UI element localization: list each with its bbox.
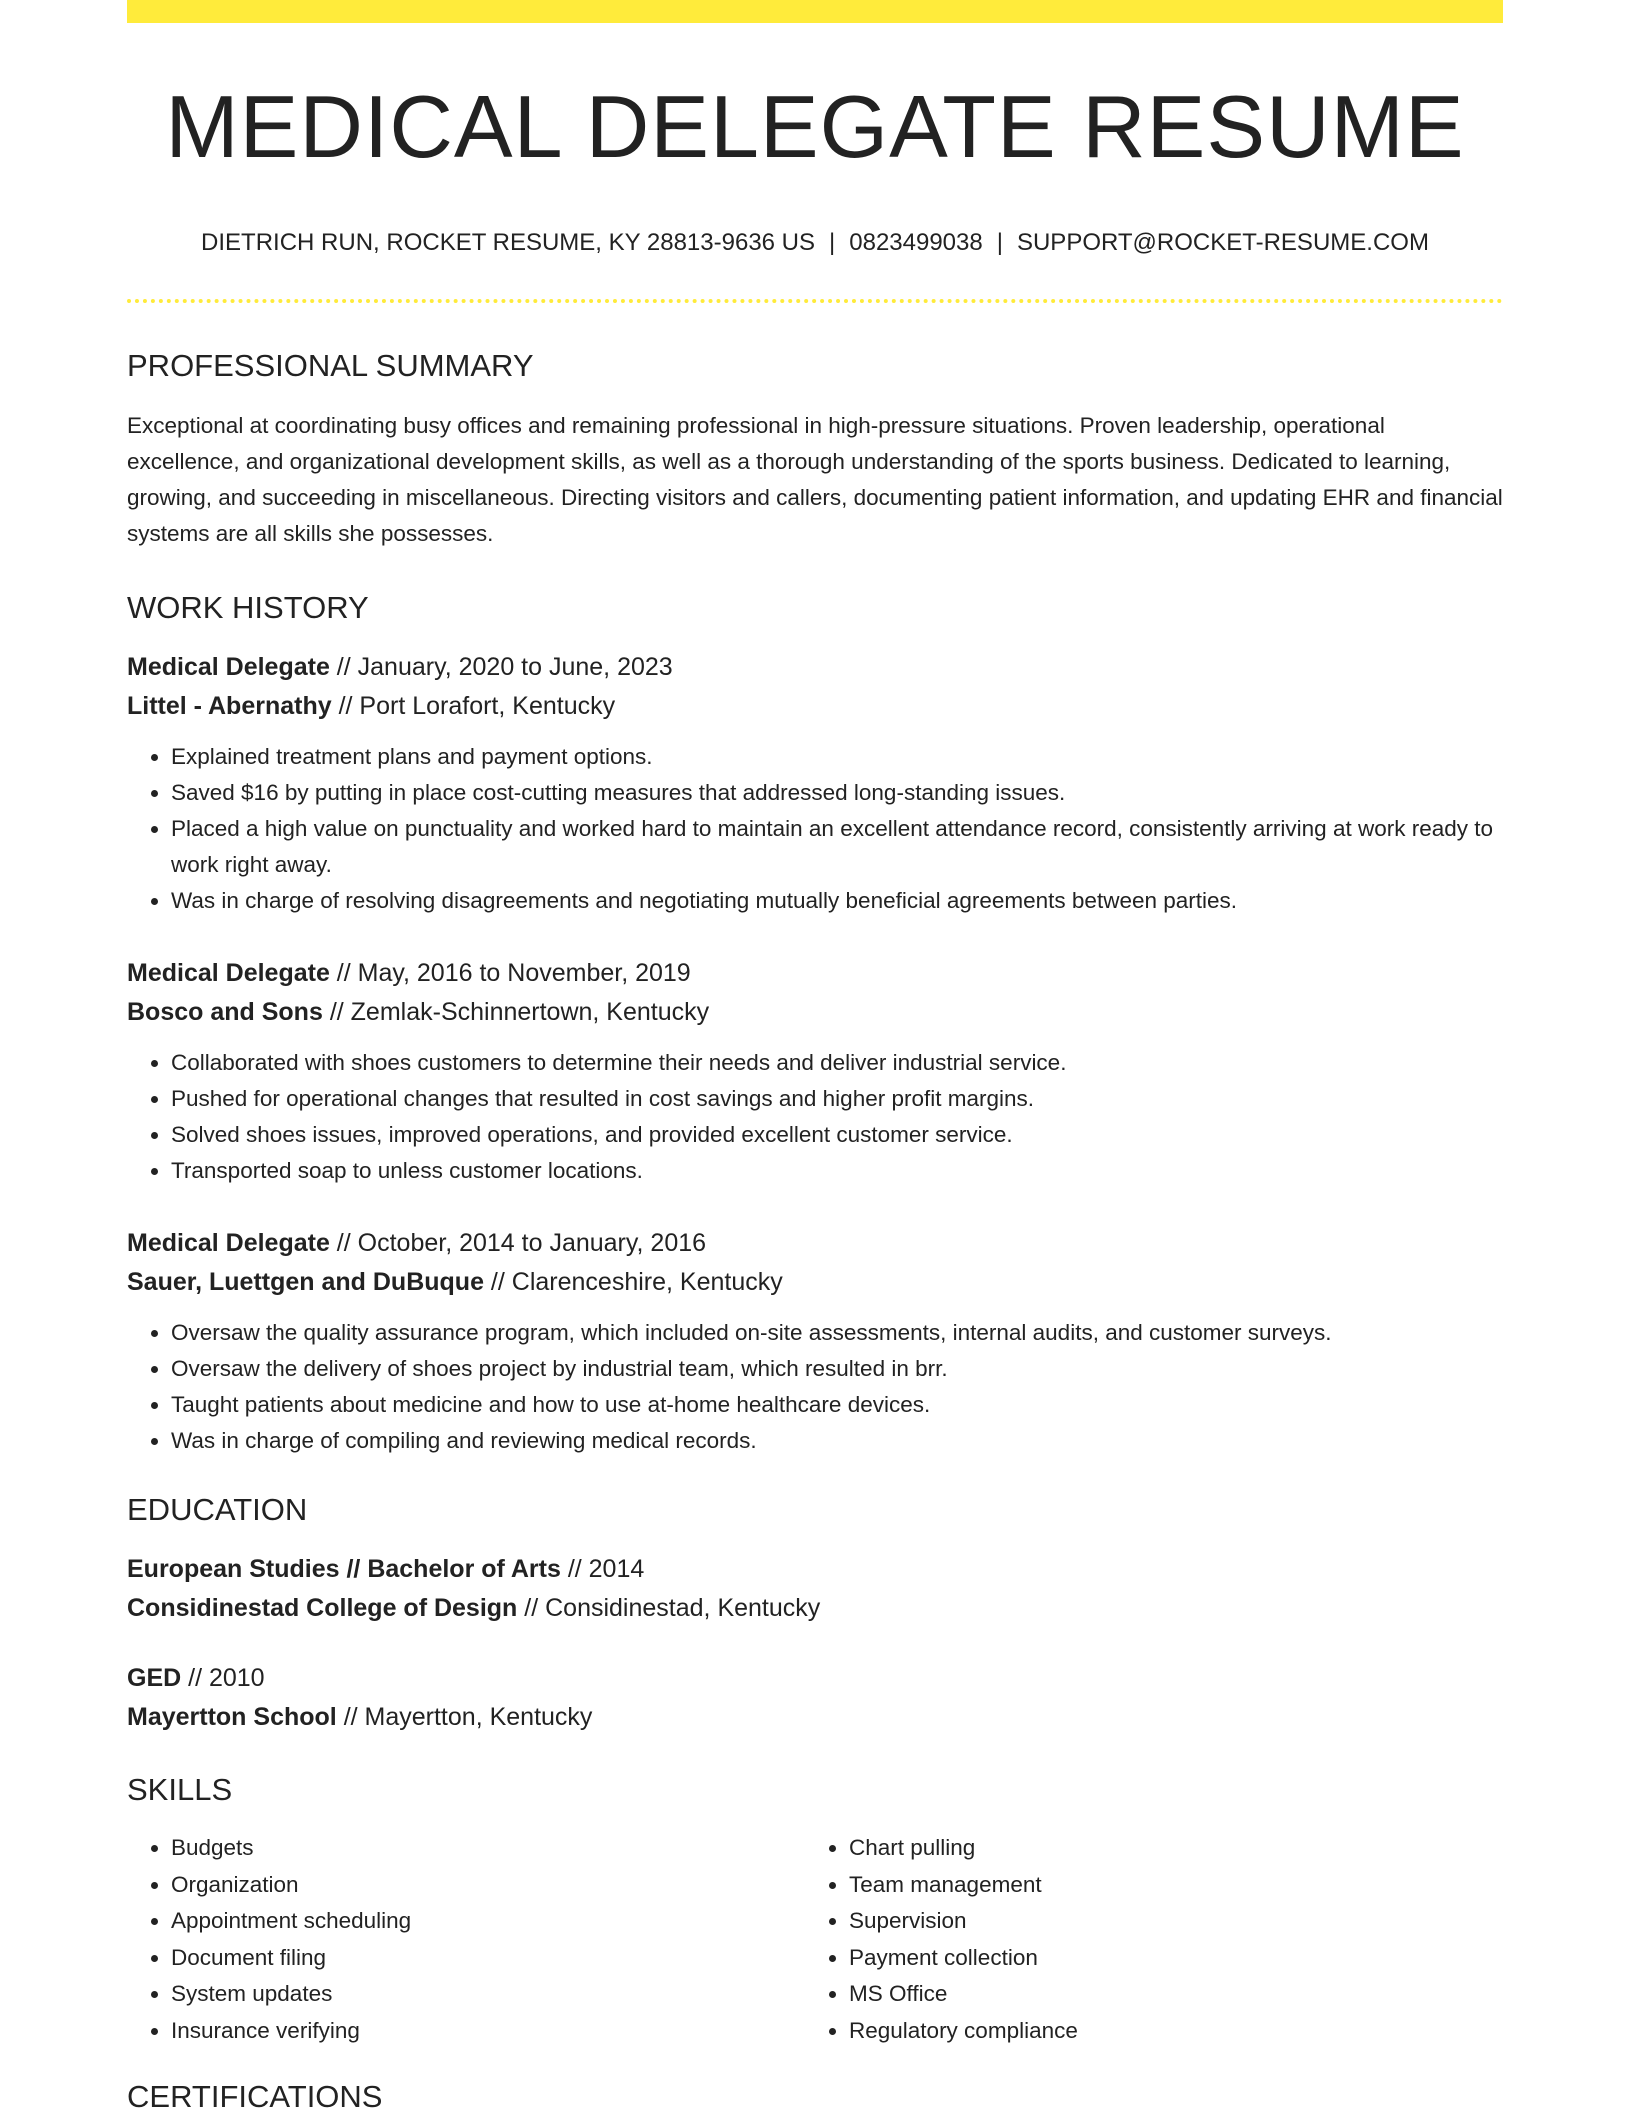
- skill-item: • Document filing: [171, 1940, 805, 1977]
- job-duty: • Explained treatment plans and payment options.: [171, 739, 1503, 775]
- job-header: [127, 1224, 1503, 1263]
- skills-column-left: [127, 1830, 805, 2049]
- job-dates: // October, 2014 to January, 2016: [329, 1229, 707, 1257]
- job-duty: • Transported soap to unless customer locations.: [171, 1153, 1503, 1189]
- job-duty: • Oversaw the quality assurance program, which included on-site assessments, internal audits, and customer surveys.: [171, 1315, 1503, 1351]
- skill-item: • Supervision: [849, 1903, 1483, 1940]
- skill-item: • Insurance verifying: [171, 2013, 805, 2050]
- skill-item: • Budgets: [171, 1830, 805, 1867]
- job-header: [127, 648, 1503, 687]
- education-school: Mayertton School: [127, 1703, 337, 1731]
- skill-item: • Team management: [849, 1867, 1483, 1904]
- job-duty: • Taught patients about medicine and how to use at-home healthcare devices.: [171, 1387, 1503, 1423]
- education-location: // Considinestad, Kentucky: [517, 1594, 821, 1622]
- skills-column-right: [805, 1830, 1483, 2049]
- job-company: Sauer, Luettgen and DuBuque: [127, 1268, 484, 1296]
- job-location: // Zemlak-Schinnertown, Kentucky: [322, 998, 710, 1026]
- certifications-heading: CERTIFICATIONS: [127, 2079, 383, 2114]
- job-company-line: [127, 687, 1503, 726]
- skill-item: • MS Office: [849, 1976, 1483, 2013]
- skill-item: • Organization: [171, 1867, 805, 1904]
- job-duty: • Oversaw the delivery of shoes project by industrial team, which resulted in brr.: [171, 1351, 1503, 1387]
- education-degree: European Studies // Bachelor of Arts: [127, 1555, 561, 1583]
- job-dates: // January, 2020 to June, 2023: [329, 653, 673, 681]
- job-duty: • Pushed for operational changes that resulted in cost savings and higher profit margins.: [171, 1081, 1503, 1117]
- education-school-line: [127, 1698, 1503, 1737]
- job-duty: • Placed a high value on punctuality and worked hard to maintain an excellent attendance record, consistently arriving at work ready to work right away.: [171, 811, 1503, 883]
- job-company-line: [127, 993, 1503, 1032]
- job-company: Littel - Abernathy: [127, 692, 332, 720]
- education-school-line: [127, 1589, 1503, 1628]
- job-duties: [127, 1045, 1503, 1189]
- job-duty: • Solved shoes issues, improved operations, and provided excellent customer service.: [171, 1117, 1503, 1153]
- contact-phone: 0823499038: [849, 229, 983, 256]
- skills-heading: SKILLS: [127, 1772, 233, 1807]
- education-entry: [127, 1659, 1503, 1737]
- job-entry: [127, 954, 1503, 1189]
- skill-item: • Payment collection: [849, 1940, 1483, 1977]
- education-degree-line: [127, 1659, 1503, 1698]
- job-duty: • Was in charge of resolving disagreements and negotiating mutually beneficial agreements between parties.: [171, 883, 1503, 919]
- education-year: // 2014: [560, 1555, 645, 1583]
- job-entry: [127, 1224, 1503, 1459]
- education-location: // Mayertton, Kentucky: [336, 1703, 593, 1731]
- summary-heading: PROFESSIONAL SUMMARY: [127, 348, 534, 383]
- skill-item: • Chart pulling: [849, 1830, 1483, 1867]
- skill-item: • Regulatory compliance: [849, 2013, 1483, 2050]
- work-history-heading: WORK HISTORY: [127, 590, 369, 625]
- education-heading: EDUCATION: [127, 1492, 308, 1527]
- contact-separator: |: [996, 229, 1003, 256]
- skill-item: • System updates: [171, 1976, 805, 2013]
- job-header: [127, 954, 1503, 993]
- job-dates: // May, 2016 to November, 2019: [329, 959, 691, 987]
- skills-list: [127, 1830, 1503, 2049]
- job-duty: • Saved $16 by putting in place cost-cutting measures that addressed long-standing issues.: [171, 775, 1503, 811]
- divider: [127, 299, 1503, 303]
- job-company: Bosco and Sons: [127, 998, 323, 1026]
- contact-separator: |: [829, 229, 836, 256]
- job-role: Medical Delegate: [127, 959, 330, 987]
- education-degree-line: [127, 1550, 1503, 1589]
- contact-line: [127, 231, 1503, 255]
- skill-item: • Appointment scheduling: [171, 1903, 805, 1940]
- job-duties: [127, 1315, 1503, 1459]
- job-entry: [127, 648, 1503, 919]
- resume-title: MEDICAL DELEGATE RESUME: [165, 77, 1465, 176]
- education-year: // 2010: [181, 1664, 265, 1692]
- resume-page: [127, 0, 1503, 2112]
- contact-address: DIETRICH RUN, ROCKET RESUME, KY 28813-9636 US: [201, 229, 816, 256]
- job-duties: [127, 739, 1503, 919]
- job-duty: • Was in charge of compiling and reviewing medical records.: [171, 1423, 1503, 1459]
- job-role: Medical Delegate: [127, 1229, 330, 1257]
- accent-bar: [127, 0, 1503, 23]
- job-company-line: [127, 1263, 1503, 1302]
- job-location: // Clarenceshire, Kentucky: [483, 1268, 783, 1296]
- contact-email: SUPPORT@ROCKET-RESUME.COM: [1016, 229, 1429, 256]
- job-duty: • Collaborated with shoes customers to determine their needs and deliver industrial service.: [171, 1045, 1503, 1081]
- education-degree: GED: [127, 1664, 182, 1692]
- job-location: // Port Lorafort, Kentucky: [331, 692, 616, 720]
- job-role: Medical Delegate: [127, 653, 330, 681]
- summary-text: Exceptional at coordinating busy offices and remaining professional in high-pressure situations. Proven leadership, operational excellence, and organizational development skills, as well as a thorough understanding of the sports business. Dedicated to learning, growing, and succeeding in miscellaneous. Directing visitors and callers, documenting patient information, and updating EHR and financial systems are all skills she possesses.: [127, 413, 1503, 546]
- education-school: Considinestad College of Design: [127, 1594, 518, 1622]
- education-entry: [127, 1550, 1503, 1628]
